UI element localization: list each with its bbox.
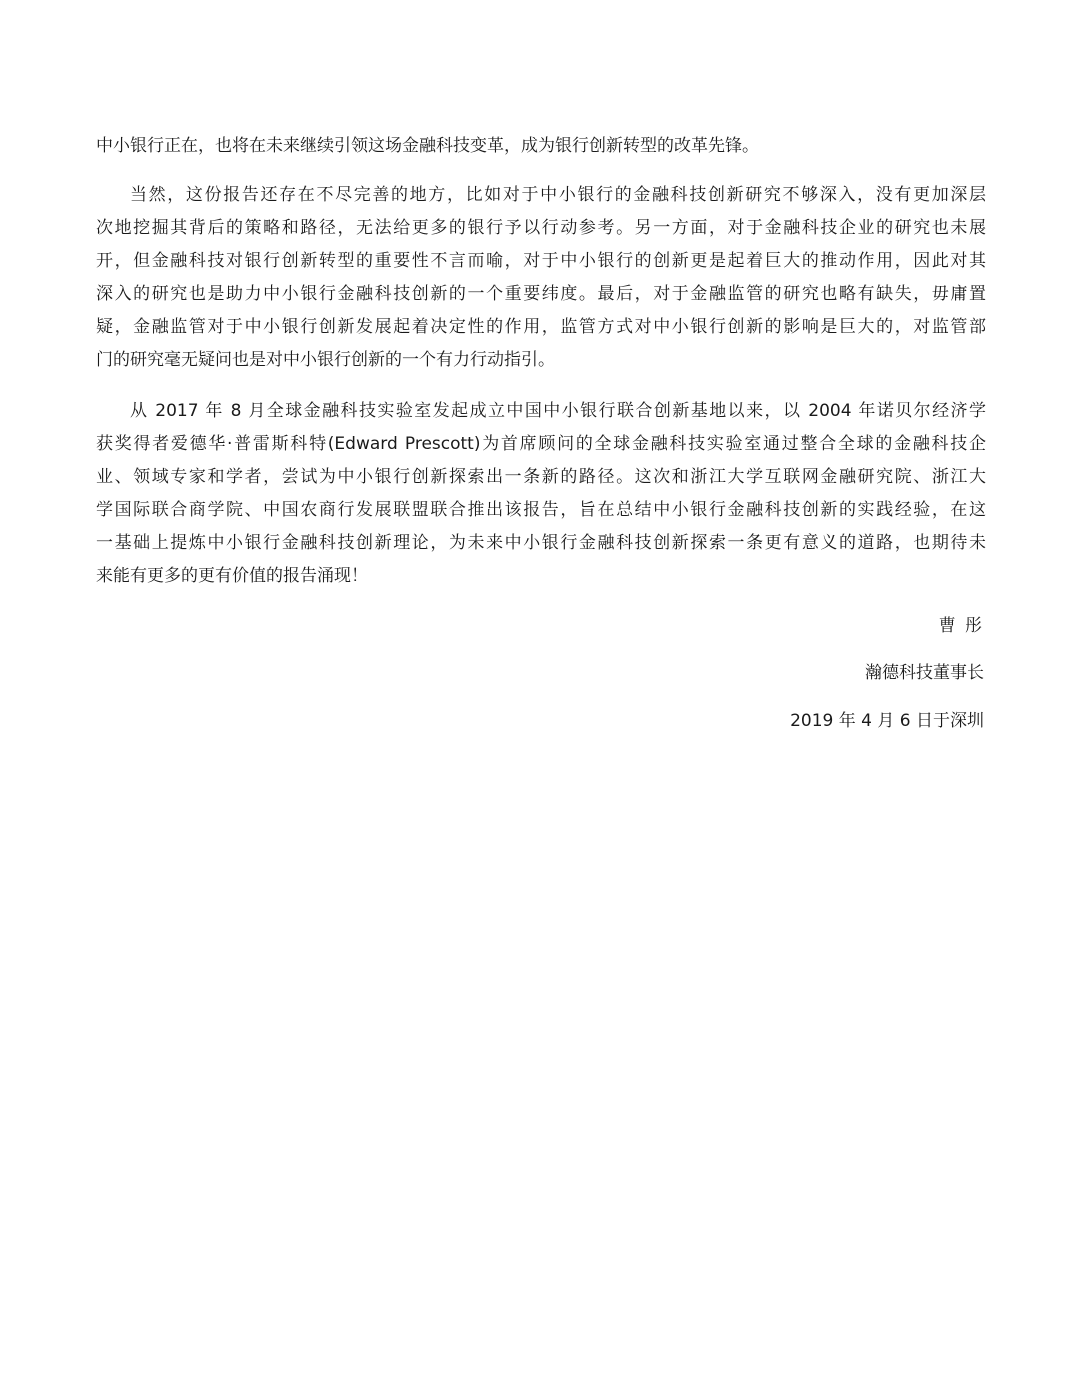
paragraph-2 xyxy=(96,179,986,377)
paragraph-3 xyxy=(96,395,986,593)
paragraph-3-line-3: 业、领域专家和学者，尝试为中小银行创新探索出一条新的路径。这次和浙江大学互联网金融研究院、浙江大 xyxy=(96,467,986,487)
paragraph-2-line-3: 开，但金融科技对银行创新转型的重要性不言而喻，对于中小银行的创新更是起着巨大的推动作用，因此对其 xyxy=(96,251,986,271)
paragraph-2-line-5: 疑，金融监管对于中小银行创新发展起着决定性的作用，监管方式对中小银行创新的影响是巨大的，对监管部 xyxy=(96,317,986,337)
paragraph-3-line-5: 一基础上提炼中小银行金融科技创新理论，为未来中小银行金融科技创新探索一条更有意义的道路，也期待未 xyxy=(96,533,986,553)
paragraph-2-line-1: 当然，这份报告还存在不尽完善的地方，比如对于中小银行的金融科技创新研究不够深入，没有更加深层 xyxy=(130,185,986,205)
paragraph-2-line-4: 深入的研究也是助力中小银行金融科技创新的一个重要纬度。最后，对于金融监管的研究也略有缺失，毋庸置 xyxy=(96,284,986,304)
signature-date: 2019 年 4 月 6 日于深圳 xyxy=(790,711,984,731)
paragraph-1-line-1: 中小银行正在，也将在未来继续引领这场金融科技变革，成为银行创新转型的改革先锋。 xyxy=(96,136,759,156)
paragraph-3-line-6: 来能有更多的更有价值的报告涌现！ xyxy=(96,566,368,586)
paragraph-2-line-6: 门的研究毫无疑问也是对中小银行创新的一个有力行动指引。 xyxy=(96,350,555,370)
paragraph-2-line-2: 次地挖掘其背后的策略和路径，无法给更多的银行予以行动参考。另一方面，对于金融科技企业的研究也未展 xyxy=(96,218,986,238)
paragraph-3-line-2: 获奖得者爱德华·普雷斯科特(Edward Prescott)为首席顾问的全球金融科技实验室通过整合全球的金融科技企 xyxy=(96,434,986,454)
paragraph-3-line-1: 从 2017 年 8 月全球金融科技实验室发起成立中国中小银行联合创新基地以来，以 2004 年诺贝尔经济学 xyxy=(130,401,986,421)
signature-title: 瀚德科技董事长 xyxy=(865,663,984,683)
paragraph-1 xyxy=(96,130,986,163)
signature-name: 曹 彤 xyxy=(938,616,984,636)
paragraph-3-line-4: 学国际联合商学院、中国农商行发展联盟联合推出该报告，旨在总结中小银行金融科技创新的实践经验，在这 xyxy=(96,500,986,520)
